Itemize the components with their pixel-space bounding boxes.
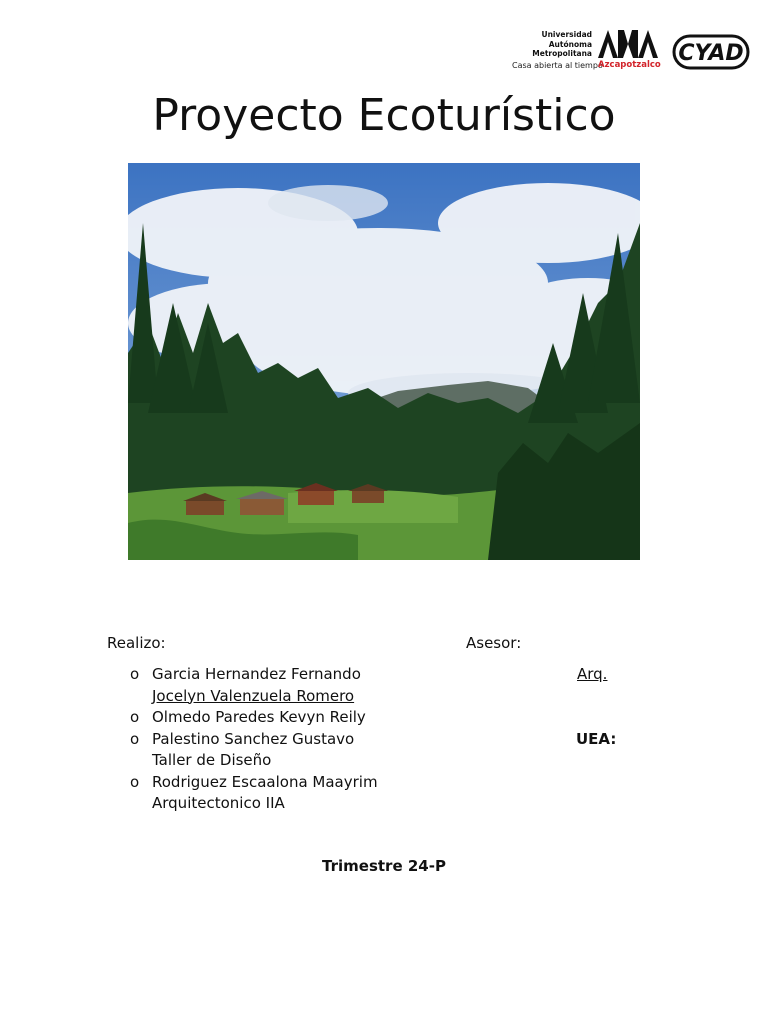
list-item — [130, 729, 430, 751]
asesor-label: Asesor: — [466, 634, 522, 652]
uam-tagline: Casa abierta al tiempo — [512, 61, 603, 70]
course-name: Taller de Diseño — [152, 751, 272, 769]
list-item — [130, 793, 430, 815]
uam-logo-text: UAM — [624, 54, 632, 58]
uam-name — [532, 30, 592, 59]
uam-logo — [508, 26, 664, 74]
list-item — [130, 772, 430, 794]
uea-label: UEA: — [576, 730, 617, 748]
arq-label: Arq. — [577, 665, 608, 683]
list-item — [130, 664, 430, 686]
author-name: Rodriguez Escaalona Maayrim — [152, 772, 378, 791]
document-title: Proyecto Ecoturístico — [152, 90, 616, 141]
uam-name-line: Universidad — [541, 30, 592, 39]
author-name: Olmedo Paredes Kevyn Reily — [152, 708, 366, 726]
list-item — [130, 686, 430, 708]
uam-name-line: Autónoma — [548, 39, 592, 49]
realizo-label: Realizo: — [107, 634, 166, 652]
bullet-glyph: o — [130, 772, 140, 791]
cover-photo — [128, 163, 640, 560]
course-name: Arquitectonico IIA — [152, 794, 285, 812]
list-item — [130, 750, 430, 772]
bullet-glyph: o — [130, 729, 140, 748]
author-name: Garcia Hernandez Fernando — [152, 665, 361, 683]
bullet-glyph: o — [130, 665, 140, 683]
list-item — [130, 707, 430, 729]
credits-list — [130, 664, 430, 815]
cyad-logo — [672, 28, 752, 76]
uam-campus: Azcapotzalco — [598, 60, 661, 70]
trimestre-label: Trimestre 24-P — [322, 857, 446, 875]
cyad-logo-text: CYAD — [678, 41, 744, 66]
uam-emblem-icon — [598, 30, 658, 58]
uam-name-line: Metropolitana — [532, 49, 592, 58]
author-name: Palestino Sanchez Gustavo — [152, 729, 355, 748]
advisor-name: Jocelyn Valenzuela Romero — [152, 686, 355, 705]
bullet-glyph: o — [130, 708, 140, 726]
